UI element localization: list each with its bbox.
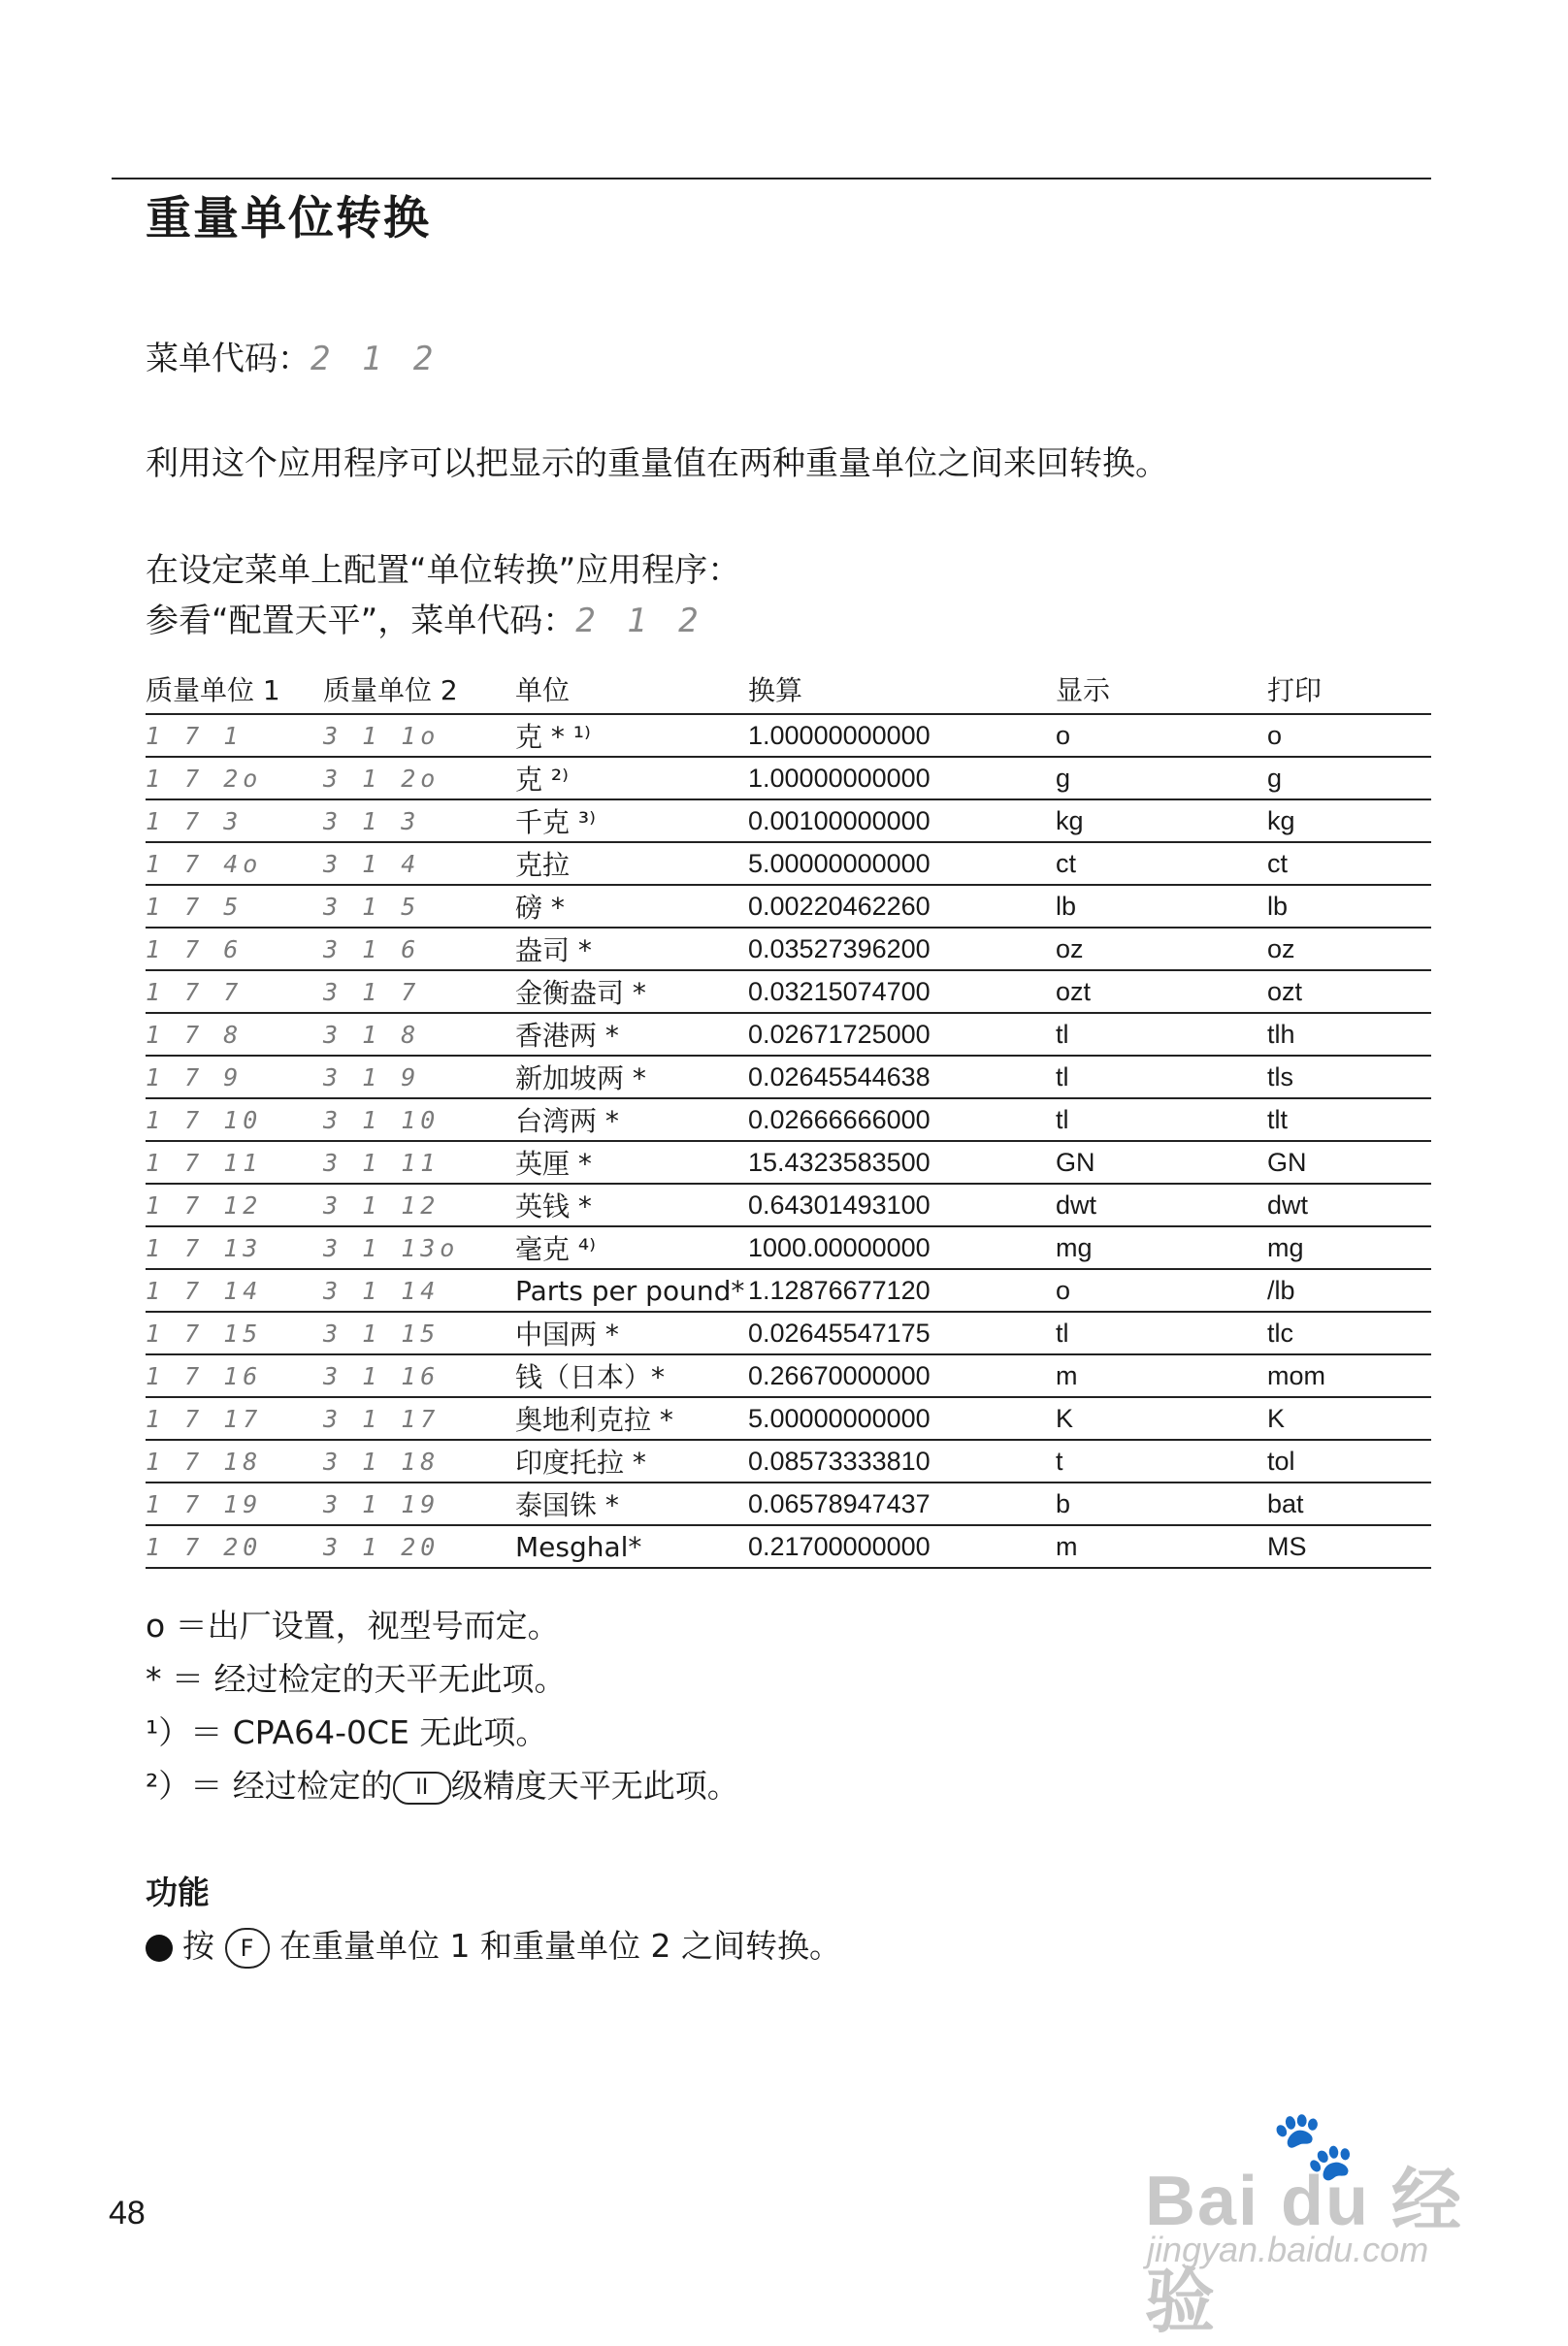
display-symbol: m [1056, 1525, 1267, 1568]
accuracy-class-ii-icon: II [393, 1772, 451, 1805]
print-symbol: K [1267, 1397, 1431, 1440]
watermark [1126, 2105, 1514, 2341]
print-symbol: g [1267, 757, 1431, 799]
unit1-code: 1 7 20 [146, 1525, 323, 1568]
unit-name: 盎司 * [515, 928, 748, 970]
unit2-code: 3 1 2o [323, 757, 515, 799]
conversion-factor: 0.00100000000 [748, 799, 1056, 842]
conversion-factor: 1.00000000000 [748, 757, 1056, 799]
table-row [146, 714, 1431, 757]
display-symbol: tl [1056, 1098, 1267, 1141]
unit-name: 新加坡两 * [515, 1056, 748, 1098]
conversion-factor: 5.00000000000 [748, 1397, 1056, 1440]
watermark-logo: Bai du 经验 [1145, 2163, 1464, 2341]
unit2-code: 3 1 8 [323, 1013, 515, 1056]
display-symbol: dwt [1056, 1184, 1267, 1226]
unit-name: 克 * ¹⁾ [515, 714, 748, 757]
display-symbol: o [1056, 1269, 1267, 1312]
unit2-code: 3 1 10 [323, 1098, 515, 1141]
table-row [146, 885, 1431, 928]
unit2-code: 3 1 20 [323, 1525, 515, 1568]
table-row [146, 1184, 1431, 1226]
bullet-icon [146, 1935, 173, 1962]
print-symbol: tol [1267, 1440, 1431, 1483]
unit-name: 香港两 * [515, 1013, 748, 1056]
unit2-code: 3 1 14 [323, 1269, 515, 1312]
note-accuracy-pre: ²）＝ 经过检定的 [146, 1767, 393, 1805]
unit2-code: 3 1 1o [323, 714, 515, 757]
unit1-code: 1 7 14 [146, 1269, 323, 1312]
print-symbol: oz [1267, 928, 1431, 970]
conversion-factor: 15.4323583500 [748, 1141, 1056, 1184]
unit1-code: 1 7 17 [146, 1397, 323, 1440]
page-title: 重量单位转换 [146, 192, 431, 245]
config-line-2-text: 参看“配置天平”，菜单代码： [146, 602, 576, 640]
unit1-code: 1 7 10 [146, 1098, 323, 1141]
display-symbol: tl [1056, 1312, 1267, 1354]
unit2-code: 3 1 19 [323, 1483, 515, 1525]
display-symbol: kg [1056, 799, 1267, 842]
conversion-factor: 0.00220462260 [748, 885, 1056, 928]
unit1-code: 1 7 12 [146, 1184, 323, 1226]
unit-name: 英厘 * [515, 1141, 748, 1184]
unit2-code: 3 1 3 [323, 799, 515, 842]
display-symbol: K [1056, 1397, 1267, 1440]
unit2-code: 3 1 11 [323, 1141, 515, 1184]
table-row [146, 1098, 1431, 1141]
display-symbol: lb [1056, 885, 1267, 928]
function-post: 在重量单位 1 和重量单位 2 之间转换。 [279, 1927, 841, 1965]
conversion-factor: 0.08573333810 [748, 1440, 1056, 1483]
print-symbol: bat [1267, 1483, 1431, 1525]
display-symbol: GN [1056, 1141, 1267, 1184]
table-row [146, 757, 1431, 799]
header-unit1: 质量单位 1 [146, 665, 323, 714]
unit-name: 毫克 ⁴⁾ [515, 1226, 748, 1269]
top-rule [112, 178, 1431, 179]
table-row [146, 799, 1431, 842]
header-print: 打印 [1267, 665, 1431, 714]
conversion-factor: 0.26670000000 [748, 1354, 1056, 1397]
print-symbol: GN [1267, 1141, 1431, 1184]
unit1-code: 1 7 2o [146, 757, 323, 799]
unit1-code: 1 7 8 [146, 1013, 323, 1056]
menu-code-value: 2 1 2 [310, 340, 440, 378]
note-cpa64: ¹）＝ CPA64-0CE 无此项。 [146, 1713, 548, 1751]
menu-code-line [146, 332, 439, 379]
unit2-code: 3 1 7 [323, 970, 515, 1013]
table-row [146, 1269, 1431, 1312]
function-line [146, 1921, 841, 1969]
unit2-code: 3 1 4 [323, 842, 515, 885]
conversion-factor: 1.12876677120 [748, 1269, 1056, 1312]
print-symbol: /lb [1267, 1269, 1431, 1312]
unit1-code: 1 7 3 [146, 799, 323, 842]
watermark-url: jingyan.baidu.com [1147, 2230, 1429, 2269]
display-symbol: oz [1056, 928, 1267, 970]
display-symbol: mg [1056, 1226, 1267, 1269]
print-symbol: tlt [1267, 1098, 1431, 1141]
note-verified: * ＝ 经过检定的天平无此项。 [146, 1660, 567, 1698]
table-row [146, 970, 1431, 1013]
unit-name: 千克 ³⁾ [515, 799, 748, 842]
conversion-factor: 0.02666666000 [748, 1098, 1056, 1141]
header-unit2: 质量单位 2 [323, 665, 515, 714]
table-row [146, 1354, 1431, 1397]
function-pre: 按 [182, 1927, 214, 1965]
paw-icon: 🐾 [1271, 2105, 1356, 2185]
table-row [146, 1013, 1431, 1056]
conversion-factor: 1.00000000000 [748, 714, 1056, 757]
conversion-factor: 0.64301493100 [748, 1184, 1056, 1226]
unit-table [146, 665, 1431, 1569]
page-number: 48 [109, 2195, 146, 2232]
display-symbol: b [1056, 1483, 1267, 1525]
unit-name: 泰国铢 * [515, 1483, 748, 1525]
conversion-factor: 0.21700000000 [748, 1525, 1056, 1568]
description: 利用这个应用程序可以把显示的重量值在两种重量单位之间来回转换。 [146, 444, 1168, 483]
unit1-code: 1 7 6 [146, 928, 323, 970]
note-accuracy-class [146, 1761, 739, 1807]
conversion-factor: 5.00000000000 [748, 842, 1056, 885]
display-symbol: g [1056, 757, 1267, 799]
unit2-code: 3 1 9 [323, 1056, 515, 1098]
unit-name: 台湾两 * [515, 1098, 748, 1141]
unit-name: 克 ²⁾ [515, 757, 748, 799]
note-factory: o ＝出厂设置，视型号而定。 [146, 1607, 560, 1645]
config-line-1: 在设定菜单上配置“单位转换”应用程序： [146, 551, 741, 590]
display-symbol: tl [1056, 1056, 1267, 1098]
unit1-code: 1 7 7 [146, 970, 323, 1013]
unit-name: 克拉 [515, 842, 748, 885]
f-key-icon: F [225, 1928, 270, 1969]
table-row [146, 1141, 1431, 1184]
unit-name: 磅 * [515, 885, 748, 928]
print-symbol: ozt [1267, 970, 1431, 1013]
print-symbol: lb [1267, 885, 1431, 928]
unit1-code: 1 7 13 [146, 1226, 323, 1269]
conversion-factor: 0.02645544638 [748, 1056, 1056, 1098]
unit1-code: 1 7 4o [146, 842, 323, 885]
unit1-code: 1 7 5 [146, 885, 323, 928]
header-conversion: 换算 [748, 665, 1056, 714]
print-symbol: tlh [1267, 1013, 1431, 1056]
unit-name: 金衡盎司 * [515, 970, 748, 1013]
unit-name: 钱（日本）* [515, 1354, 748, 1397]
table-row [146, 1397, 1431, 1440]
display-symbol: m [1056, 1354, 1267, 1397]
table-row [146, 1483, 1431, 1525]
unit2-code: 3 1 15 [323, 1312, 515, 1354]
unit-name: Parts per pound* [515, 1269, 748, 1312]
unit2-code: 3 1 5 [323, 885, 515, 928]
print-symbol: MS [1267, 1525, 1431, 1568]
unit1-code: 1 7 19 [146, 1483, 323, 1525]
table-row [146, 1312, 1431, 1354]
unit1-code: 1 7 18 [146, 1440, 323, 1483]
table-row [146, 842, 1431, 885]
print-symbol: mom [1267, 1354, 1431, 1397]
header-unit: 单位 [515, 665, 748, 714]
display-symbol: ct [1056, 842, 1267, 885]
display-symbol: t [1056, 1440, 1267, 1483]
unit2-code: 3 1 6 [323, 928, 515, 970]
menu-code-label: 菜单代码： [146, 340, 310, 378]
conversion-factor: 0.02671725000 [748, 1013, 1056, 1056]
unit1-code: 1 7 16 [146, 1354, 323, 1397]
function-heading: 功能 [146, 1874, 210, 1911]
unit1-code: 1 7 1 [146, 714, 323, 757]
print-symbol: dwt [1267, 1184, 1431, 1226]
unit1-code: 1 7 9 [146, 1056, 323, 1098]
print-symbol: tlc [1267, 1312, 1431, 1354]
table-row [146, 1440, 1431, 1483]
unit-name: 中国两 * [515, 1312, 748, 1354]
print-symbol: o [1267, 714, 1431, 757]
unit2-code: 3 1 12 [323, 1184, 515, 1226]
display-symbol: ozt [1056, 970, 1267, 1013]
unit-name: 英钱 * [515, 1184, 748, 1226]
header-display: 显示 [1056, 665, 1267, 714]
unit2-code: 3 1 18 [323, 1440, 515, 1483]
table-row [146, 1226, 1431, 1269]
display-symbol: o [1056, 714, 1267, 757]
unit-name: 奥地利克拉 * [515, 1397, 748, 1440]
config-menu-code: 2 1 2 [575, 602, 704, 640]
note-accuracy-post: 级精度天平无此项。 [450, 1767, 739, 1805]
conversion-factor: 0.02645547175 [748, 1312, 1056, 1354]
display-symbol: tl [1056, 1013, 1267, 1056]
print-symbol: ct [1267, 842, 1431, 885]
print-symbol: mg [1267, 1226, 1431, 1269]
print-symbol: tls [1267, 1056, 1431, 1098]
unit2-code: 3 1 16 [323, 1354, 515, 1397]
config-line-2 [146, 594, 704, 641]
print-symbol: kg [1267, 799, 1431, 842]
table-row [146, 1056, 1431, 1098]
conversion-factor: 0.03215074700 [748, 970, 1056, 1013]
table-row [146, 1525, 1431, 1568]
conversion-factor: 0.03527396200 [748, 928, 1056, 970]
unit2-code: 3 1 13o [323, 1226, 515, 1269]
table-row [146, 928, 1431, 970]
unit1-code: 1 7 11 [146, 1141, 323, 1184]
table-header-row [146, 665, 1431, 714]
unit-name: 印度托拉 * [515, 1440, 748, 1483]
unit1-code: 1 7 15 [146, 1312, 323, 1354]
unit2-code: 3 1 17 [323, 1397, 515, 1440]
unit-name: Mesghal* [515, 1525, 748, 1568]
conversion-factor: 0.06578947437 [748, 1483, 1056, 1525]
conversion-factor: 1000.00000000 [748, 1226, 1056, 1269]
